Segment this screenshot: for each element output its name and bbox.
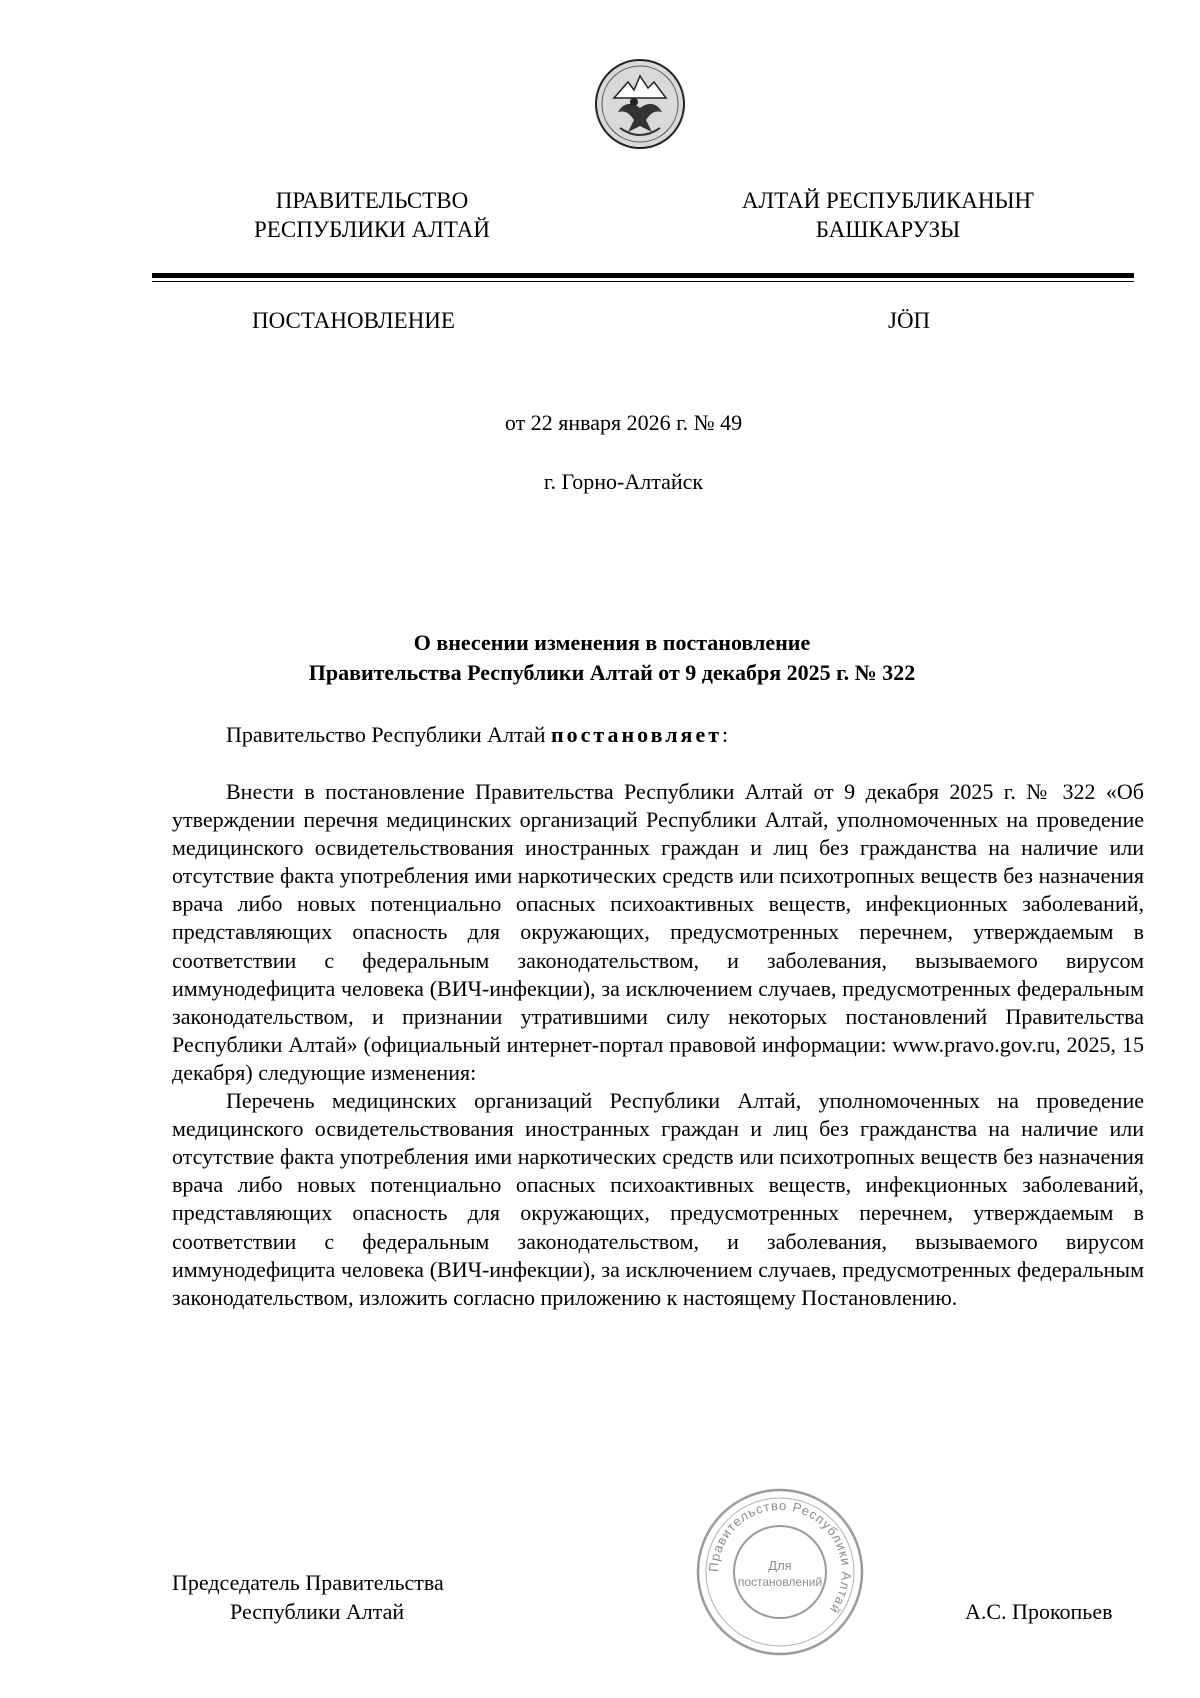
header-divider-thick	[152, 273, 1134, 278]
header-left-line-1: ПРАВИТЕЛЬСТВО	[275, 188, 469, 213]
date-number-text: от 22 января 2026 г. № 49	[504, 410, 743, 435]
doc-kind-right: ЈӦП	[888, 308, 931, 333]
header-left-block	[172, 186, 572, 244]
stamp-outer-text: Правительство Республики Алтай	[705, 1497, 855, 1617]
signatory-position-line-1: Председатель Правительства	[172, 1570, 444, 1595]
header-right-line-2: БАШКАРУЗЫ	[815, 217, 961, 242]
official-stamp	[696, 1488, 864, 1656]
city-text: г. Горно-Алтайск	[543, 469, 704, 494]
city-line	[0, 468, 1200, 496]
intro-text: Правительство Республики Алтай	[226, 722, 551, 747]
coat-of-arms-emblem	[594, 58, 686, 150]
date-number-line	[0, 409, 1200, 437]
signatory-name: А.С. Прокопьев	[965, 1599, 1113, 1624]
header-left-line-2: РЕСПУБЛИКИ АЛТАЙ	[254, 217, 490, 242]
intro-emphasis: постановляет	[550, 722, 723, 747]
stamp-center-line-2: постановлений	[737, 1575, 823, 1589]
intro-line	[226, 721, 728, 749]
doc-kind-left: ПОСТАНОВЛЕНИЕ	[252, 308, 455, 333]
title-line-1: О внесении изменения в постановление	[413, 630, 811, 655]
title-line-2: Правительства Республики Алтай от 9 декабря 2025 г. № 322	[308, 660, 916, 685]
header-right-line-1: АЛТАЙ РЕСПУБЛИКАНЫҤ	[741, 188, 1035, 213]
document-body	[172, 778, 1144, 1312]
body-paragraph-1: Внести в постановление Правительства Республики Алтай от 9 декабря 2025 г. № 322 «Об утверждении перечня медицинских организаций Республики Алтай, уполномоченных на проведение медицинского освидетельствования иностранных граждан и лиц без гражданства на наличие или отсутствие факта употребления ими наркотических средств или психотропных веществ без назначения врача либо новых потенциально опасных психоактивных веществ, инфекционных заболеваний, представляющих опасность для окружающих, предусмотренных перечнем, утверждаемым в соответствии с федеральным законодательством, и заболевания, вызываемого вирусом иммунодефицита человека (ВИЧ-инфекции), за исключением случаев, предусмотренных федеральным законодательством, и признании утратившими силу некоторых постановлений Правительства Республики Алтай» (официальный интернет-портал правовой информации: www.pravo.gov.ru, 2025, 15 декабря) следующие изменения:	[172, 779, 1144, 1085]
body-paragraph-2: Перечень медицинских организаций Республики Алтай, уполномоченных на проведение медицинского освидетельствования иностранных граждан и лиц без гражданства на наличие или отсутствие факта употребления ими наркотических средств или психотропных веществ без назначения врача либо новых потенциально опасных психоактивных веществ, инфекционных заболеваний, представляющих опасность для окружающих, предусмотренных перечнем, утверждаемым в соответствии с федеральным законодательством, и заболевания, вызываемого вирусом иммунодефицита человека (ВИЧ-инфекции), за исключением случаев, предусмотренных федеральным законодательством, изложить согласно приложению к настоящему Постановлению.	[172, 1088, 1144, 1310]
signatory-position-line-2: Республики Алтай	[230, 1599, 405, 1624]
header-right-block	[688, 186, 1088, 244]
intro-tail: :	[722, 722, 729, 747]
signatory-position	[172, 1568, 444, 1626]
header-divider-thin	[152, 281, 1134, 282]
document-title	[252, 628, 972, 688]
stamp-center-line-1: Для	[768, 1558, 792, 1573]
